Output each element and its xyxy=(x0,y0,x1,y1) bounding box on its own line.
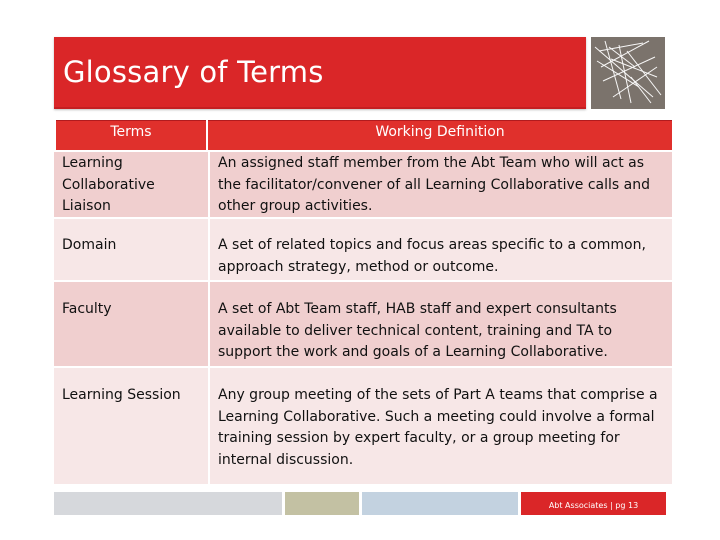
table-row xyxy=(54,280,672,366)
definition-cell: Any group meeting of the sets of Part A teams that comprise a Learning Collaborative. Such a meeting could involve a formal training session by expert faculty, or a group meeting for internal discussion. xyxy=(208,368,672,484)
logo xyxy=(591,37,665,109)
table-row xyxy=(54,217,672,280)
footer-page-label: Abt Associates | pg 13 xyxy=(548,501,639,510)
footer-bar-olive xyxy=(285,492,359,515)
column-header-terms: Terms xyxy=(56,120,206,150)
footer-bar-gray xyxy=(54,492,282,515)
term-cell: Learning Session xyxy=(54,368,208,484)
footer-bar-blue xyxy=(362,492,518,515)
table-row xyxy=(54,150,672,217)
definition-cell: An assigned staff member from the Abt Team who will act as the facilitator/convener of all Learning Collaborative calls and other group activities. xyxy=(208,152,672,217)
page-title: Glossary of Terms xyxy=(63,55,324,89)
term-cell: Faculty xyxy=(54,282,208,366)
definition-cell: A set of related topics and focus areas specific to a common, approach strategy, method or outcome. xyxy=(208,219,672,280)
term-cell: Learning Collaborative Liaison xyxy=(54,152,208,217)
footer-bar-red xyxy=(521,492,666,515)
table-header-row xyxy=(54,120,672,150)
term-cell: Domain xyxy=(54,219,208,280)
title-bar xyxy=(54,37,586,109)
table-row xyxy=(54,366,672,484)
column-header-definition: Working Definition xyxy=(208,120,672,150)
abt-logo-icon xyxy=(591,37,665,109)
definition-cell: A set of Abt Team staff, HAB staff and expert consultants available to deliver technical content, training and TA to support the work and goals of a Learning Collaborative. xyxy=(208,282,672,366)
